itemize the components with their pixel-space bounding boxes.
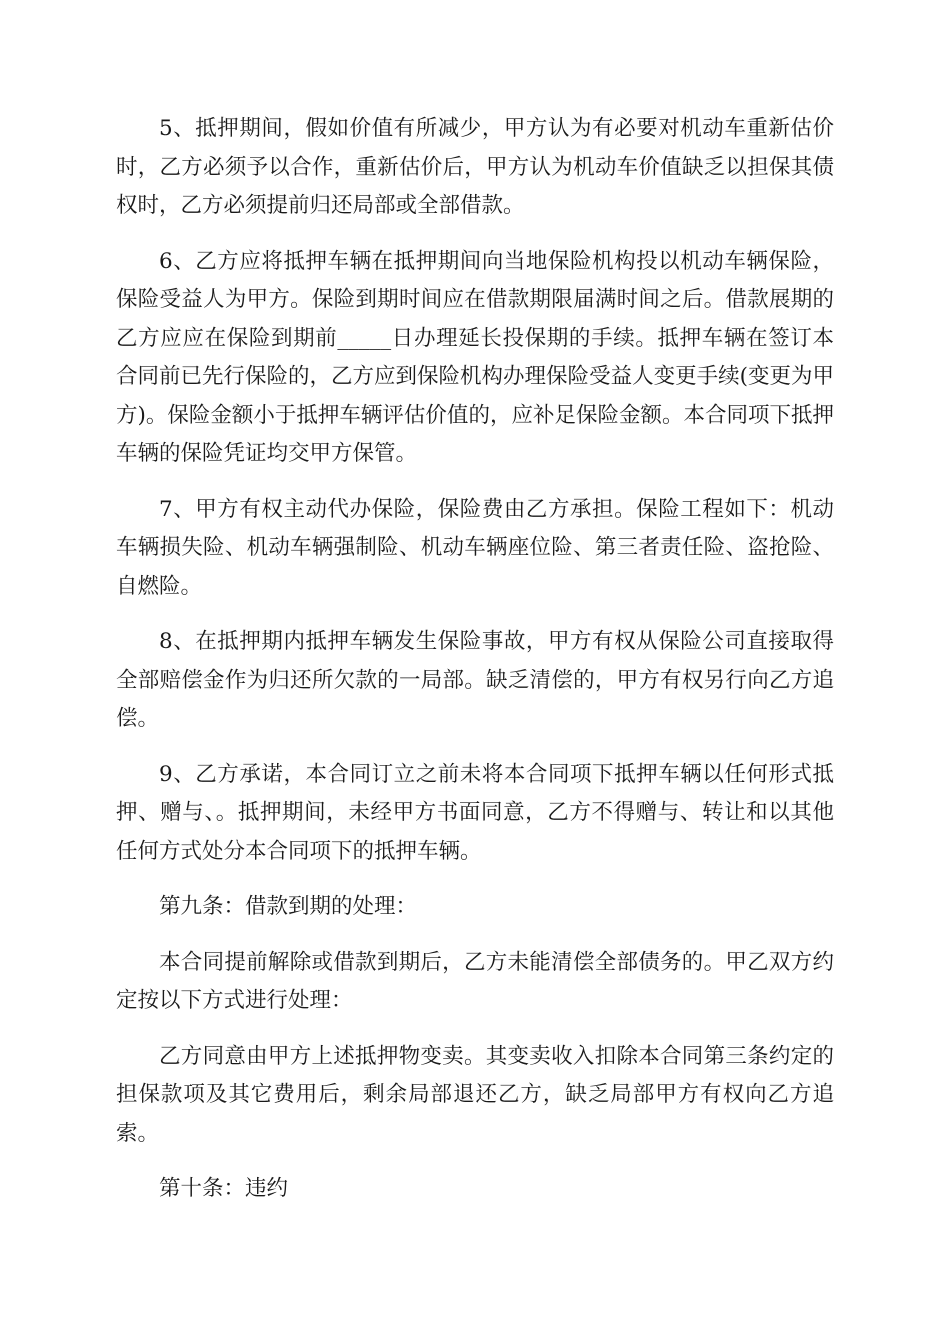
document-body [116, 110, 834, 1226]
paragraph-clause-5: 5、抵押期间，假如价值有所减少，甲方认为有必要对机动车重新估价时，乙方必须予以合作，重新估价后，甲方认为机动车价值缺乏以担保其债权时，乙方必须提前归还局部或全部借款。 [116, 116, 834, 218]
paragraph-article-9-body: 本合同提前解除或借款到期后，乙方未能清偿全部债务的。甲乙双方约定按以下方式进行处理： [116, 949, 834, 1013]
paragraph-clause-9: 9、乙方承诺，本合同订立之前未将本合同项下抵押车辆以任何形式抵押、赠与、。抵押期间，未经甲方书面同意，乙方不得赠与、转让和以其他任何方式处分本合同项下的抵押车辆。 [116, 761, 834, 864]
paragraph-article-9-disposal: 乙方同意由甲方上述抵押物变卖。其变卖收入扣除本合同第三条约定的担保款项及其它费用后，剩余局部退还乙方，缺乏局部甲方有权向乙方追索。 [116, 1043, 834, 1146]
article-10-heading: 第十条：违约 [159, 1176, 289, 1201]
article-9-heading: 第九条：借款到期的处理： [159, 894, 418, 919]
paragraph-clause-7: 7、甲方有权主动代办保险，保险费由乙方承担。保险工程如下：机动车辆损失险、机动车辆强制险、机动车辆座位险、第三者责任险、盗抢险、自燃险。 [116, 496, 834, 599]
paragraph-clause-8: 8、在抵押期内抵押车辆发生保险事故，甲方有权从保险公司直接取得全部赔偿金作为归还所欠款的一局部。缺乏清偿的，甲方有权另行向乙方追偿。 [116, 629, 834, 731]
paragraph-clause-6: 6、乙方应将抵押车辆在抵押期间向当地保险机构投以机动车辆保险，保险受益人为甲方。保险到期时间应在借款期限届满时间之后。借款展期的乙方应应在保险到期前_____日办理延长投保期的手续。抵押车辆在签订本合同前已先行保险的，乙方应到保险机构办理保险受益人变更手续(变更为甲方)。保险金额小于抵押车辆评估价值的，应补足保险金额。本合同项下抵押车辆的保险凭证均交甲方保管。 [116, 248, 834, 466]
